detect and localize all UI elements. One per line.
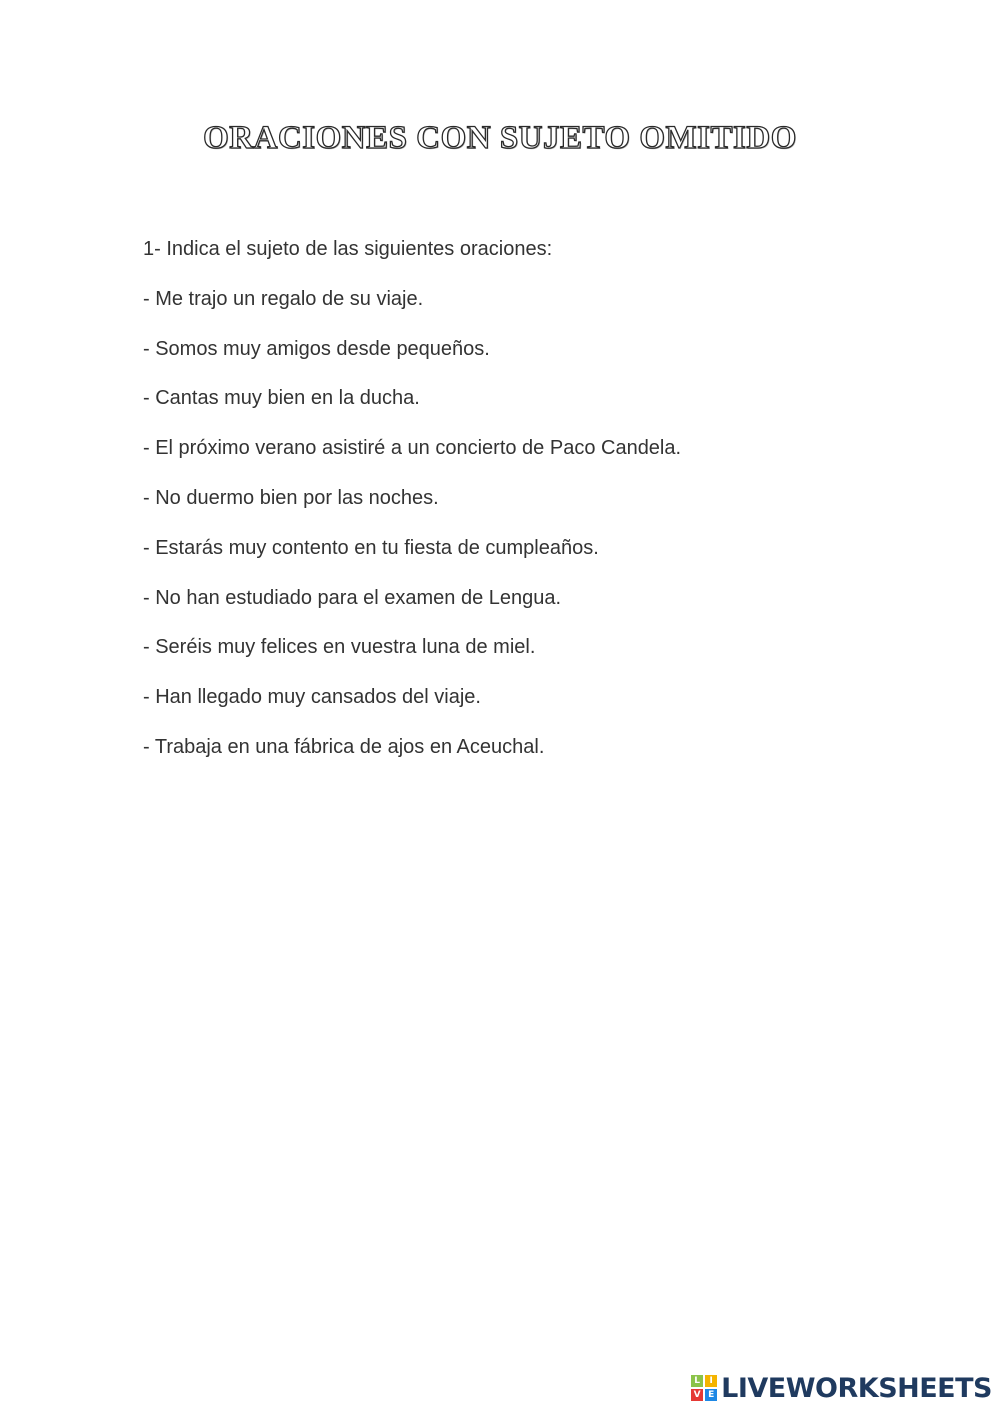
liveworksheets-watermark <box>691 1371 992 1405</box>
logo-tile-icon: V <box>691 1389 703 1401</box>
sentence-item: - Seréis muy felices en vuestra luna de miel. <box>143 636 536 659</box>
logo-tile-icon: L <box>691 1375 703 1387</box>
brand-name: LIVEWORKSHEETS <box>721 1372 992 1404</box>
sentence-item: - Han llegado muy cansados del viaje. <box>143 686 481 709</box>
sentence-item: - El próximo verano asistiré a un concierto de Paco Candela. <box>143 437 682 460</box>
sentence-item: - No han estudiado para el examen de Lengua. <box>143 586 562 609</box>
sentence-item: - No duermo bien por las noches. <box>143 486 439 509</box>
sentence-item: - Me trajo un regalo de su viaje. <box>143 287 424 310</box>
sentence-item: - Somos muy amigos desde pequeños. <box>143 337 490 360</box>
page-title: ORACIONES CON SUJETO OMITIDO <box>203 120 797 156</box>
logo-tile-icon: E <box>705 1389 717 1401</box>
worksheet-body <box>143 232 923 780</box>
exercise-instruction: 1- Indica el sujeto de las siguientes oraciones: <box>143 238 553 260</box>
liveworksheets-logo-icon <box>691 1375 717 1401</box>
logo-tile-icon: I <box>705 1375 717 1387</box>
sentence-item: - Estarás muy contento en tu fiesta de cumpleaños. <box>143 536 599 559</box>
sentence-list <box>143 282 923 764</box>
sentence-item: - Cantas muy bien en la ducha. <box>143 387 420 410</box>
sentence-item: - Trabaja en una fábrica de ajos en Aceuchal. <box>143 735 545 758</box>
